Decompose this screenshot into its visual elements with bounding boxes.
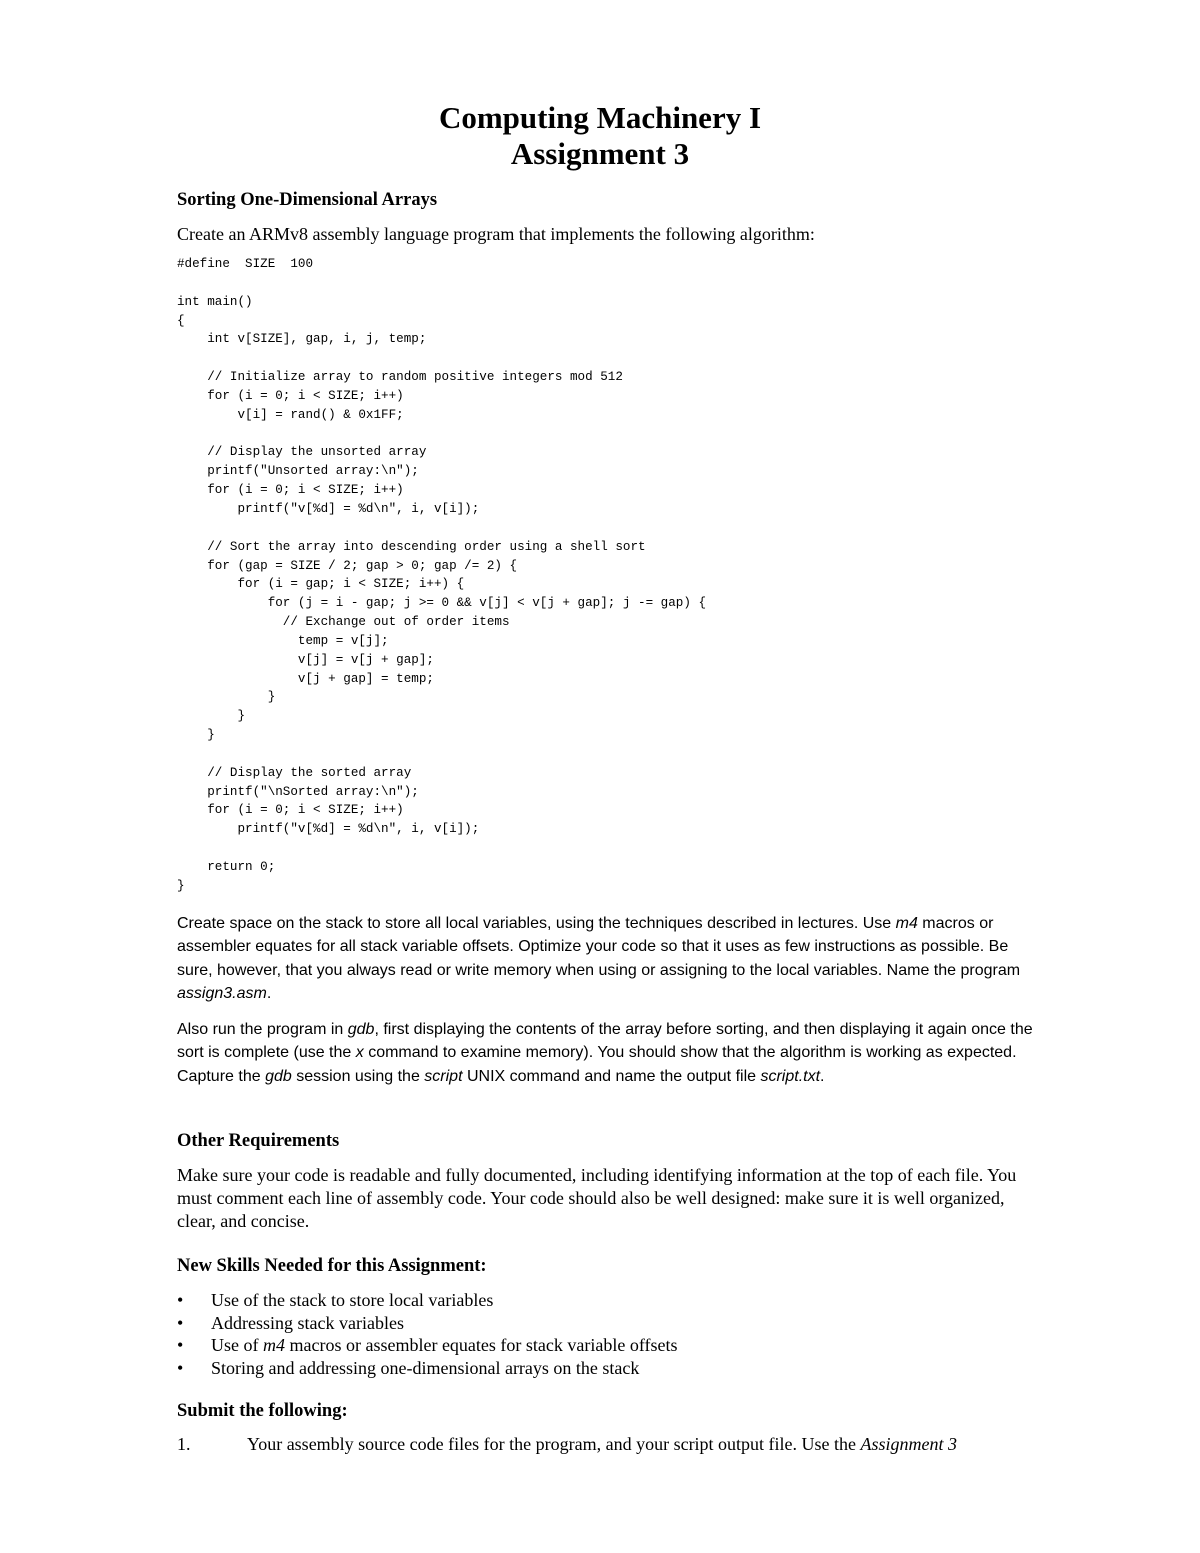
document-subtitle: Assignment 3 [510,136,690,171]
c-code-listing: #define SIZE 100 int main() { int v[SIZE], gap, i, j, temp; // Initialize array to random positive integers mod 512 for (i = 0; i < SIZE; i++) v[i] = rand() & 0x1FF; // Display the unsorted array printf("Unsorted array:\n"); for (i = 0; i < SIZE; i++) printf("v[%d] = %d\n", i, v[i]); // Sort the array into descending order using a shell sort for (gap = SIZE / 2; gap > 0; gap /= 2) { for (i = gap; i < SIZE; i++) { for (j = i - gap; j >= 0 && v[j] < v[j + gap]; j -= gap) { // Exchange out of order items temp = v[j]; v[j] = v[j + gap]; v[j + gap] = temp; } } } // Display the sorted array printf("\nSorted array:\n"); for (i = 0; i < SIZE; i++) printf("v[%d] = %d\n", i, v[i]); return 0; } [177,257,707,893]
section-heading-submit: Submit the following: [177,1401,348,1421]
section-heading-sorting: Sorting One-Dimensional Arrays [177,190,438,210]
section-heading-other-requirements: Other Requirements [177,1131,340,1151]
bullet-icon: • [177,1312,184,1333]
script-filename: script.txt [760,1067,821,1085]
gdb-instructions-paragraph: Also run the program in gdb, first displaying the contents of the array before sorting, and then displaying it again once the sort is complete (use the x command to examine memory). You should show that the algorithm is working as expected. Capture the gdb session using the script UNIX command and name the output file script.txt. [177,1021,1033,1085]
bullet-icon: • [177,1357,184,1378]
list-item: • Use of the stack to store local variables [177,1290,494,1310]
program-filename: assign3.asm [177,984,267,1002]
submit-item-1: 1. Your assembly source code files for the program, and your script output file. Use the Assignment 3 [177,1434,958,1454]
intro-paragraph: Create an ARMv8 assembly language program that implements the following algorithm: [177,224,815,244]
list-item: • Use of m4 macros or assembler equates for stack variable offsets [177,1335,678,1356]
skills-list [177,1289,678,1379]
item-number: 1. [177,1434,191,1454]
list-item: • Addressing stack variables [177,1312,404,1333]
list-item: • Storing and addressing one-dimensional arrays on the stack [177,1357,640,1378]
section-heading-new-skills: New Skills Needed for this Assignment: [177,1256,487,1276]
requirements-paragraph: Make sure your code is readable and fully documented, including identifying information at the top of each file. You must comment each line of assembly code. Your code should also be well designed: make sure it is well organized, clear, and concise. [177,1165,1017,1231]
stack-instructions-paragraph: Create space on the stack to store all local variables, using the techniques described in lectures. Use m4 macros or assembler equates for all stack variable offsets. Optimize your code so that it uses as few instructions as possible. Be sure, however, that you always read or write memory when using or assigning to the local variables. Name the program assign3.asm. [177,915,1021,1002]
bullet-icon: • [177,1290,184,1310]
bullet-icon: • [177,1335,184,1356]
document-title: Computing Machinery I [438,100,762,135]
